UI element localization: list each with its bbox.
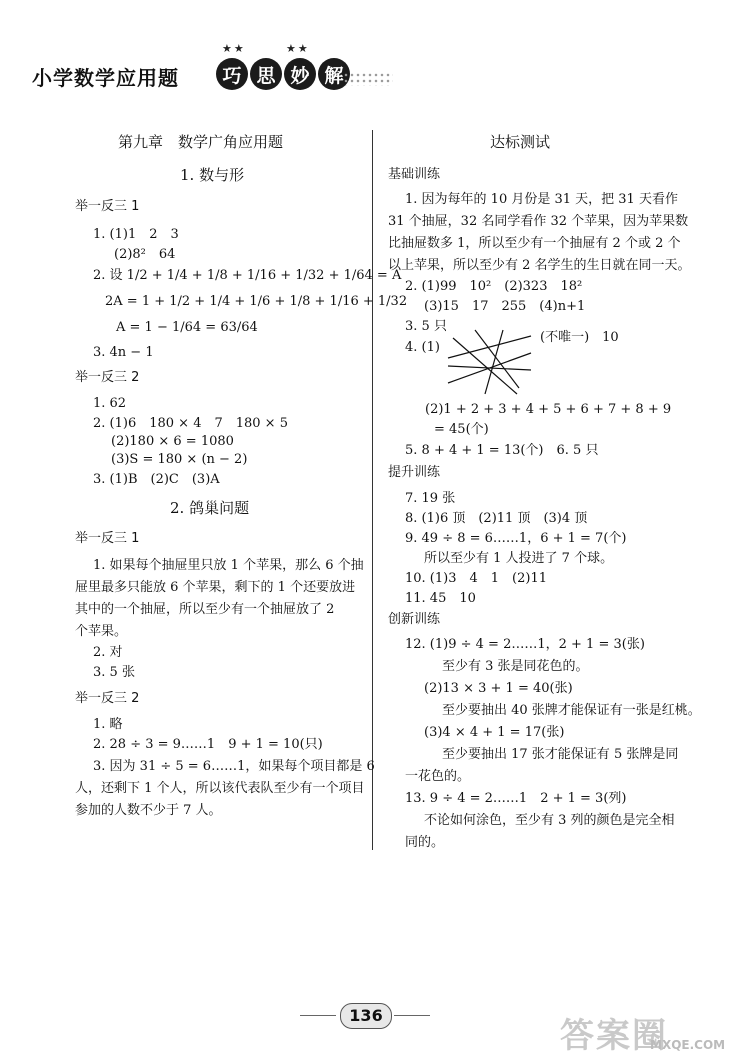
- answer-line: 至少有 3 张是同花色的。: [442, 659, 589, 674]
- answer-line: 2A = 1 + 1/2 + 1/4 + 1/6 + 1/8 + 1/16 + 1/32: [105, 294, 408, 309]
- footer-rule: [300, 1015, 336, 1016]
- answer-line: 3. 5 只: [405, 319, 447, 334]
- column-divider: [372, 130, 373, 850]
- answer-line: 屉里最多只能放 6 个苹果，剩下的 1 个还要放进: [75, 580, 356, 595]
- book-title: 小学数学应用题: [32, 66, 179, 90]
- answer-line: (2)8² 64: [114, 247, 176, 262]
- answer-line: = 45(个): [434, 422, 489, 437]
- answer-line: 至少要抽出 40 张牌才能保证有一张是红桃。: [442, 703, 701, 718]
- answer-line: 1. (1)1 2 3: [93, 227, 179, 242]
- figure-line: [453, 338, 517, 394]
- answer-line: (2)13 × 3 + 1 = 40(张): [424, 681, 573, 696]
- figure-line: [485, 330, 503, 394]
- answer-line: 3. 4n − 1: [93, 345, 154, 360]
- answer-line: 31 个抽屉，32 名同学看作 32 个苹果，因为苹果数: [388, 214, 689, 229]
- exercise-group-heading: 举一反三 1: [75, 531, 140, 546]
- answer-line: 人，还剩下 1 个人，所以该代表队至少有一个项目: [75, 781, 365, 796]
- answer-line: 2. 28 ÷ 3 = 9……1 9 + 1 = 10(只): [93, 737, 323, 752]
- answer-line: A = 1 − 1/64 = 63/64: [116, 320, 258, 335]
- answer-line: 11. 45 10: [405, 591, 476, 606]
- answer-line: (不唯一) 10: [540, 330, 619, 345]
- watermark-logo: 答案圈: [560, 1016, 668, 1056]
- answer-line: 2. (1)6 180 × 4 7 180 × 5: [93, 416, 288, 431]
- answer-line: 至少要抽出 17 张才能保证有 5 张牌是同: [442, 747, 679, 762]
- answer-line: (2)180 × 6 = 1080: [111, 434, 234, 449]
- title-circle-char: 妙: [284, 58, 316, 90]
- answer-line: 3. 因为 31 ÷ 5 = 6……1，如果每个项目都是 6: [93, 759, 375, 774]
- watermark-url: MXQE.COM: [650, 1038, 726, 1052]
- answer-line: 参加的人数不少于 7 人。: [75, 803, 222, 818]
- footer-rule: [394, 1015, 430, 1016]
- answer-line: (3)4 × 4 + 1 = 17(张): [424, 725, 565, 740]
- section-title: 1. 数与形: [180, 166, 245, 184]
- page-number: 136: [340, 1003, 392, 1029]
- answer-line: 2. 对: [93, 645, 123, 660]
- figure-line: [475, 330, 519, 388]
- answer-line: 同的。: [405, 835, 445, 850]
- answer-line: 不论如何涂色，至少有 3 列的颜色是完全相: [424, 813, 675, 828]
- exercise-group-heading: 创新训练: [388, 612, 441, 627]
- star-decoration-icon: ★★: [222, 42, 246, 55]
- section-title: 2. 鸽巢问题: [170, 499, 250, 517]
- exercise-group-heading: 提升训练: [388, 465, 441, 480]
- answer-line: 一花色的。: [405, 769, 471, 784]
- answer-line: 1. 略: [93, 717, 123, 732]
- answer-line: 3. (1)B (2)C (3)A: [93, 472, 220, 487]
- figure-line: [448, 336, 531, 358]
- section-title: 达标测试: [490, 133, 551, 151]
- answer-line: 其中的一个抽屉，所以至少有一个抽屉放了 2: [75, 602, 335, 617]
- answer-line: 12. (1)9 ÷ 4 = 2……1，2 + 1 = 3(张): [405, 637, 645, 652]
- answer-line: 9. 49 ÷ 8 = 6……1，6 + 1 = 7(个): [405, 531, 627, 546]
- answer-line: 8. (1)6 顶 (2)11 顶 (3)4 顶: [405, 511, 588, 526]
- answer-line: 2. 设 1/2 + 1/4 + 1/8 + 1/16 + 1/32 + 1/64 = A: [93, 268, 402, 283]
- chapter-title: 第九章 数学广角应用题: [118, 133, 284, 151]
- answer-line: 所以至少有 1 人投进了 7 个球。: [424, 551, 614, 566]
- exercise-group-heading: 举一反三 2: [75, 691, 140, 706]
- answer-line: 3. 5 张: [93, 665, 135, 680]
- answer-line: 7. 19 张: [405, 491, 456, 506]
- exercise-group-heading: 举一反三 1: [75, 199, 140, 214]
- answer-line: 个苹果。: [75, 624, 128, 639]
- title-circle-char: 解: [318, 58, 350, 90]
- answer-line: 以上苹果，所以至少有 2 名学生的生日就在同一天。: [388, 258, 691, 273]
- title-circle-char: 思: [250, 58, 282, 90]
- answer-line: (2)1 + 2 + 3 + 4 + 5 + 6 + 7 + 8 + 9: [425, 402, 672, 417]
- answer-line: 5. 8 + 4 + 1 = 13(个) 6. 5 只: [405, 443, 599, 458]
- answer-line: (3)15 17 255 (4)n+1: [424, 299, 586, 314]
- title-circle-char: 巧: [216, 58, 248, 90]
- answer-line: 比抽屉数多 1，所以至少有一个抽屉有 2 个或 2 个: [388, 236, 681, 251]
- answer-line: 1. 如果每个抽屉里只放 1 个苹果，那么 6 个抽: [93, 558, 364, 573]
- exercise-group-heading: 举一反三 2: [75, 370, 140, 385]
- intersecting-lines-figure: [445, 328, 533, 396]
- dot-decoration: [343, 72, 393, 86]
- answer-line: (3)S = 180 × (n − 2): [111, 452, 248, 467]
- answer-line: 10. (1)3 4 1 (2)11: [405, 571, 547, 586]
- star-decoration-icon: ★★: [286, 42, 310, 55]
- answer-line: 13. 9 ÷ 4 = 2……1 2 + 1 = 3(列): [405, 791, 627, 806]
- answer-line: 1. 因为每年的 10 月份是 31 天，把 31 天看作: [405, 192, 678, 207]
- exercise-group-heading: 基础训练: [388, 167, 441, 182]
- answer-line: 1. 62: [93, 396, 127, 411]
- answer-line: 4. (1): [405, 340, 440, 355]
- answer-line: 2. (1)99 10² (2)323 18²: [405, 279, 583, 294]
- book-title-circled: [216, 58, 350, 90]
